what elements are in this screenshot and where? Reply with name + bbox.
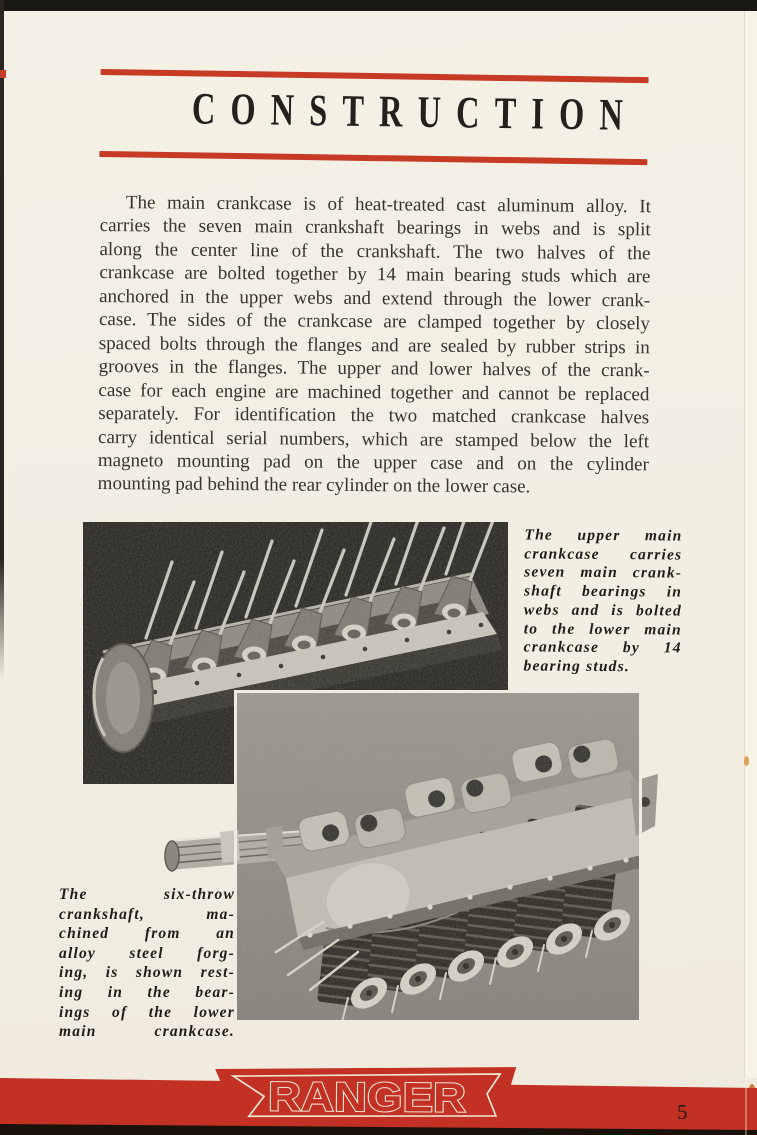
- text-line: crankcase are bolted together by 14 main bearing studs which are: [99, 262, 651, 288]
- text-line: crankshaft, ma-: [59, 905, 235, 923]
- brand-wordmark: RANGER: [267, 1073, 446, 1121]
- crankshaft-illustration: [165, 690, 658, 1023]
- text-line: ing in the bear-: [59, 983, 235, 1001]
- text-line: shaft bearings in: [524, 582, 683, 601]
- text-line: to the lower main: [523, 619, 682, 639]
- page-title: CONSTRUCTION: [191, 83, 639, 140]
- text-line: mounting pad behind the rear cylinder on the lower case.: [97, 473, 531, 498]
- red-rule-edge-mark: [0, 70, 6, 78]
- page-number: 5: [677, 1100, 688, 1124]
- text-line: The upper main: [524, 526, 683, 545]
- caption-upper-crankcase: [523, 526, 682, 677]
- text-line: anchored in the upper webs and extend through the lower crank-: [99, 285, 651, 312]
- section-header: [99, 69, 648, 165]
- text-line: case. The sides of the crankcase are clamped together by closely: [98, 309, 651, 335]
- text-line: along the center line of the crankshaft. The two halves of the: [99, 238, 651, 265]
- body-paragraph: [98, 191, 651, 500]
- text-line: webs and is bolted: [523, 601, 682, 620]
- page-right-edge: [744, 11, 757, 1078]
- text-line: main crankcase.: [59, 1023, 235, 1041]
- paper-stain: [744, 756, 749, 766]
- ranger-logo: [215, 1065, 516, 1127]
- text-line: magneto mounting pad on the upper case and on the cylinder: [97, 449, 649, 476]
- text-line: ing, is shown rest-: [59, 964, 235, 982]
- page-edge-highlight: [745, 1078, 747, 1135]
- caption-crankshaft: [59, 885, 235, 1042]
- text-line: carries the seven main crankshaft bearings in webs and is split: [99, 215, 651, 241]
- red-rule-top: [101, 69, 649, 83]
- text-line: ings of the lower: [59, 1003, 235, 1021]
- page-top-border: [0, 0, 757, 11]
- text-line: chined from an: [59, 925, 235, 943]
- text-line: bearing studs.: [523, 657, 630, 676]
- text-line: separately. For identification the two matched crankcase halves: [98, 403, 650, 429]
- text-line: spaced bolts through the flanges and are sealed by rubber strips in: [98, 332, 650, 359]
- text-line: carry identical serial numbers, which are stamped below the left: [97, 426, 650, 452]
- text-line: crankcase carries: [524, 545, 683, 564]
- text-line: The six-throw: [59, 886, 235, 903]
- text-line: seven main crank-: [524, 563, 683, 582]
- page-left-edge-line: [0, 0, 4, 680]
- text-line: alloy steel forg-: [59, 944, 235, 962]
- text-line: grooves in the flanges. The upper and lower halves of the crank-: [98, 356, 650, 382]
- footer-brand-banner: [0, 1060, 757, 1135]
- red-rule-bottom: [99, 151, 647, 165]
- text-line: case for each engine are machined together and cannot be replaced: [98, 379, 650, 405]
- text-line: The main crankcase is of heat-treated cast aluminum alloy. It: [125, 192, 651, 218]
- text-line: crankcase by 14: [523, 638, 682, 657]
